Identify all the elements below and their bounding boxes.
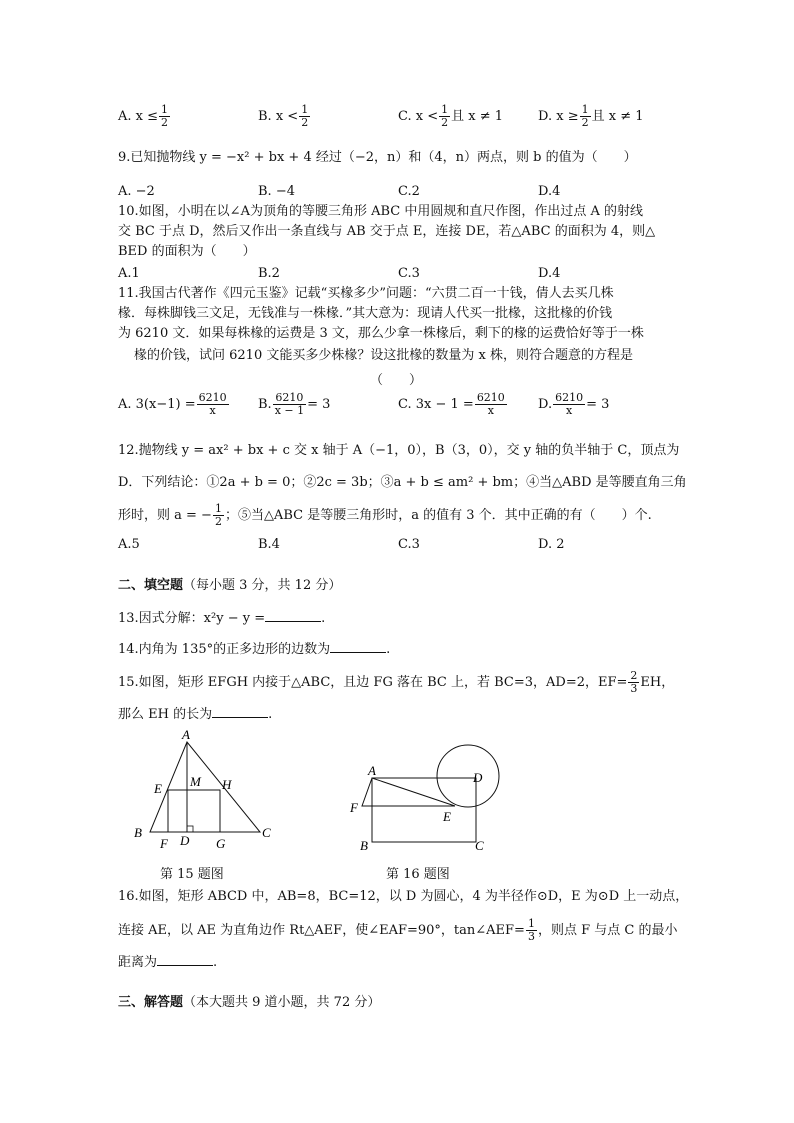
- q12-option-c: C.3: [398, 537, 420, 552]
- q8-option-a: A. x ≤ $\frac{1}{2}$: [118, 103, 169, 129]
- fig15-triangle-abc: [150, 742, 260, 832]
- figure-15: [120, 728, 290, 858]
- q12-line-2: D．下列结论：①2a + b = 0；②2c = 3b；③a + b ≤ am² + bm；④当△ABD 是等腰直角三角: [118, 475, 687, 490]
- q16-line-3: 距离为 .: [118, 952, 217, 972]
- q10-line-2: 交 BC 于点 D，然后又作出一条直线与 AB 交于点 E，连接 DE，若△ABC 的面积为 4，则△: [118, 224, 656, 239]
- q13-answer-blank[interactable]: [265, 608, 321, 622]
- section-3-heading: 三、解答题（本大题共 9 道小题，共 72 分）: [118, 995, 381, 1010]
- q12-line-1: 12.抛物线 y = ax² + bx + c 交 x 轴于 A（−1，0），B（3，0），交 y 轴的负半轴于 C，顶点为: [118, 443, 680, 458]
- q8-option-c: C. x < $\frac{1}{2}$ 且 x ≠ 1: [398, 103, 504, 129]
- figure-15-caption: 第 15 题图: [160, 867, 224, 882]
- fig16-label-b: B: [360, 838, 368, 853]
- q9-option-b: B. −4: [258, 184, 295, 199]
- q16-answer-blank[interactable]: [157, 952, 213, 966]
- q11-option-a: A. 3(x−1) = $\frac{6210}{x}$: [118, 391, 227, 417]
- q14-answer-blank[interactable]: [330, 639, 386, 653]
- fig15-rectangle-efgh: [168, 790, 220, 832]
- q12-line-3: 形时，则 a = − $\frac{1}{2}$ ；⑤当△ABC 是等腰三角形时，a 的值有 3 个．其中正确的有（ ）个.: [118, 502, 652, 528]
- fig15-label-h: H: [222, 777, 232, 792]
- q9-question: 9.已知抛物线 y = −x² + bx + 4 经过（−2，n）和（4，n）两点，则 b 的值为（ ）: [118, 150, 637, 165]
- fig15-label-b: B: [134, 825, 142, 840]
- q12-option-d: D. 2: [538, 537, 565, 552]
- fig16-label-d: D: [473, 770, 483, 785]
- q11-option-d: D. $\frac{6210}{x}$ = 3: [538, 391, 610, 417]
- q9-option-a: A. −2: [118, 184, 155, 199]
- fig16-rectangle-abcd: [372, 778, 476, 842]
- q10-option-d: D.4: [538, 266, 561, 281]
- fig16-label-c: C: [475, 838, 484, 853]
- q15-line-2: 那么 EH 的长为 .: [118, 704, 272, 724]
- fig15-label-d: D: [180, 833, 190, 848]
- fig15-label-e: E: [154, 781, 162, 796]
- q11-line-3: 为 6210 文．如果每株椽的运费是 3 文，那么少拿一株椽后，剩下的椽的运费恰好等于一株: [118, 326, 644, 341]
- q9-option-c: C.2: [398, 184, 420, 199]
- q10-option-a: A.1: [118, 266, 140, 281]
- q14-question: 14.内角为 135°的正多边形的边数为 .: [118, 639, 390, 659]
- q11-answer-paren: （ ）: [370, 373, 423, 388]
- figure-16: [345, 738, 515, 856]
- fig16-label-a: A: [368, 763, 376, 778]
- fig16-circle-d: [437, 745, 499, 807]
- q10-line-1: 10.如图，小明在以∠A为顶角的等腰三角形 ABC 中用圆规和直尺作图，作出过点 A 的射线: [118, 204, 644, 219]
- q8-option-b: B. x < $\frac{1}{2}$: [258, 103, 309, 129]
- q11-line-1: 11.我国古代著作《四元玉鉴》记载“买椽多少”问题：“六贯二百一十钱，倩人去买几株: [118, 286, 614, 301]
- q11-line-2: 椽．每株脚钱三文足，无钱准与一株椽．”其大意为：现请人代买一批椽，这批椽的价钱: [118, 306, 613, 321]
- section-2-heading: 二、填空题（每小题 3 分，共 12 分）: [118, 578, 342, 593]
- q11-option-b: B. $\frac{6210}{x - 1}$ = 3: [258, 391, 331, 417]
- q8-option-d: D. x ≥ $\frac{1}{2}$ 且 x ≠ 1: [538, 103, 644, 129]
- q16-line-2: 连接 AE，以 AE 为直角边作 Rt△AEF，使∠EAF=90°，tan∠AEF= $\frac{1}{3}$ ，则点 F 与点 C 的最小: [118, 917, 678, 943]
- q15-answer-blank[interactable]: [212, 704, 268, 718]
- q16-line-1: 16.如图，矩形 ABCD 中，AB=8，BC=12，以 D 为圆心，4 为半径作⊙D，E 为⊙D 上一动点，: [118, 889, 689, 904]
- q12-option-a: A.5: [118, 537, 140, 552]
- q12-option-b: B.4: [258, 537, 280, 552]
- fig15-label-f: F: [160, 836, 168, 851]
- fig15-label-g: G: [216, 836, 226, 851]
- fig16-label-e: E: [443, 809, 451, 824]
- q10-line-3: BED 的面积为（ ）: [118, 244, 256, 259]
- q10-option-b: B.2: [258, 266, 280, 281]
- fig15-label-a: A: [182, 728, 190, 742]
- q10-option-c: C.3: [398, 266, 420, 281]
- fig16-label-f: F: [350, 800, 358, 815]
- fig15-label-m: M: [190, 774, 201, 789]
- q9-option-d: D.4: [538, 184, 561, 199]
- q11-line-4: 椽的价钱，试问 6210 文能买多少株椽？设这批椽的数量为 x 株，则符合题意的方程是: [134, 348, 633, 363]
- fig15-label-c: C: [262, 825, 271, 840]
- fig15-right-angle-mark: [187, 826, 193, 832]
- q11-option-c: C. 3x − 1 = $\frac{6210}{x}$: [398, 391, 505, 417]
- q15-line-1: 15.如图，矩形 EFGH 内接于△ABC，且边 FG 落在 BC 上，若 BC=3，AD=2，EF= $\frac{2}{3}$ EH，: [118, 669, 675, 695]
- figure-16-caption: 第 16 题图: [386, 867, 450, 882]
- q13-question: 13.因式分解：x²y − y = .: [118, 608, 325, 628]
